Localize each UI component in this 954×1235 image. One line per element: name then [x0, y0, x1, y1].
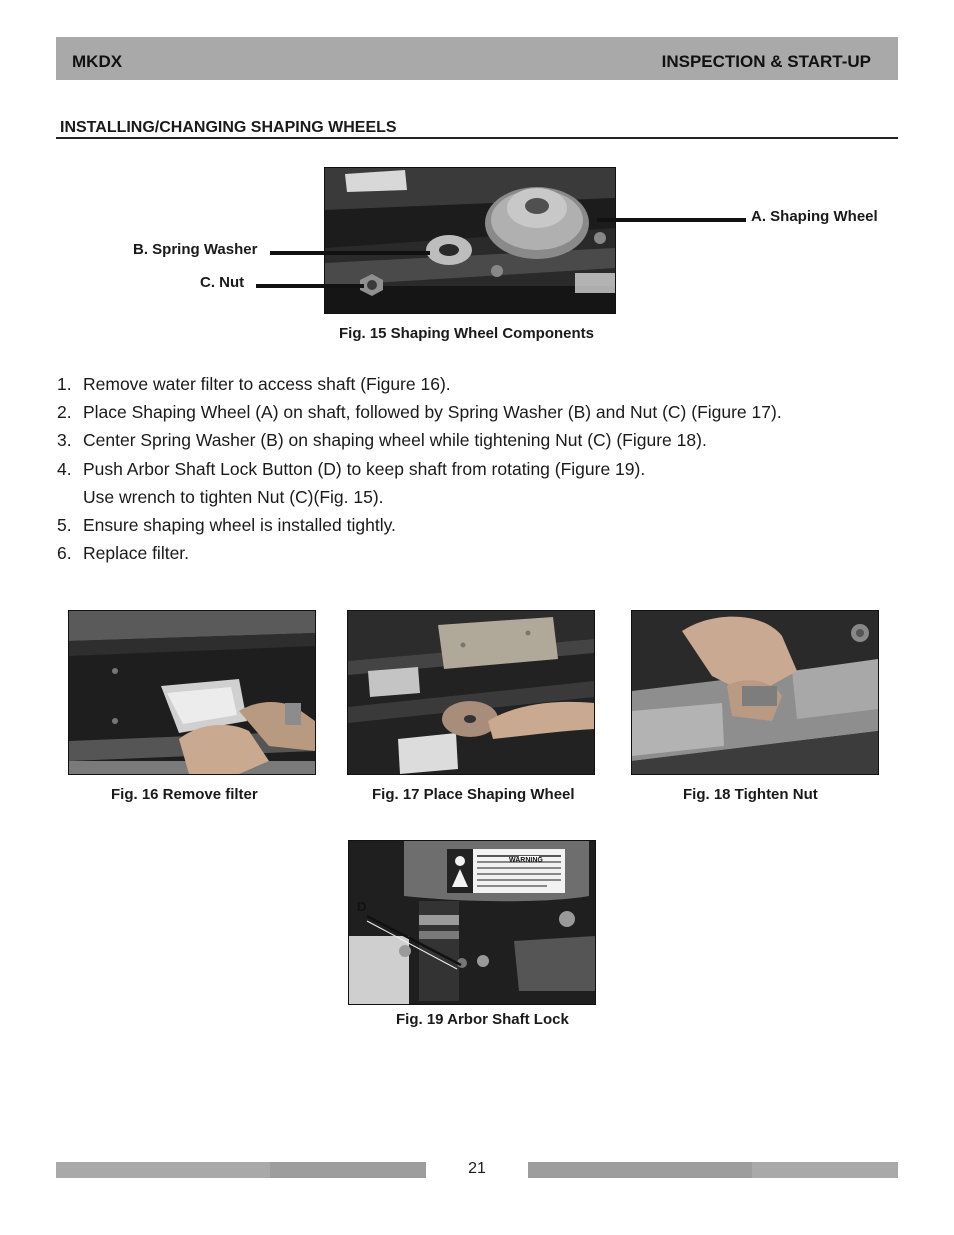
step-text: Center Spring Washer (B) on shaping wheel while tightening Nut (C) (Figure 18). [83, 430, 707, 451]
callout-line-nut [256, 284, 364, 288]
label-shaping-wheel: A. Shaping Wheel [751, 208, 878, 225]
step-number: 6. [57, 543, 72, 564]
step-item [57, 426, 782, 454]
step-item [57, 539, 782, 567]
step-number: 4. [57, 458, 72, 479]
fig19-warning-text: WARNING [509, 857, 543, 864]
page-number: 21 [468, 1160, 486, 1177]
step-item [57, 511, 782, 539]
step-item [57, 398, 782, 426]
fig15-caption: Fig. 15 Shaping Wheel Components [339, 325, 595, 342]
fig19-caption: Fig. 19 Arbor Shaft Lock [396, 1011, 569, 1028]
step-item [57, 370, 782, 398]
footer-bar-right [528, 1162, 898, 1178]
page-header-bar [56, 37, 898, 80]
step-number: 1. [57, 374, 72, 394]
section-divider [56, 137, 898, 139]
section-title: INSTALLING/CHANGING SHAPING WHEELS [60, 119, 397, 136]
step-text: Replace filter. [83, 543, 190, 564]
step-text-continued: Use wrench to tighten Nut (C)(Fig. 15). [83, 486, 384, 507]
fig19-photo [348, 840, 596, 1005]
fig18-caption: Fig. 18 Tighten Nut [683, 786, 818, 803]
step-text: Push Arbor Shaft Lock Button (D) to keep shaft from rotating (Figure 19). [83, 458, 646, 479]
step-text: Ensure shaping wheel is installed tightly. [83, 515, 396, 536]
label-nut: C. Nut [200, 274, 245, 291]
step-text: Place Shaping Wheel (A) on shaft, followed by Spring Washer (B) and Nut (C) (Figure 17). [83, 402, 782, 423]
footer-bar-left [56, 1162, 426, 1178]
header-model-name: MKDX [72, 52, 123, 71]
step-item [57, 455, 782, 511]
fig15-photo [324, 167, 616, 314]
fig19-d-label: D [357, 899, 367, 914]
label-spring-washer: B. Spring Washer [133, 241, 258, 258]
fig16-photo [68, 610, 316, 775]
fig17-photo [347, 610, 595, 775]
fig17-caption: Fig. 17 Place Shaping Wheel [372, 786, 575, 803]
fig18-photo [631, 610, 879, 775]
step-number: 5. [57, 515, 72, 536]
callout-line-spring-washer [270, 251, 430, 255]
step-number: 2. [57, 402, 72, 423]
fig16-caption: Fig. 16 Remove filter [111, 786, 258, 803]
step-number: 3. [57, 430, 72, 451]
step-text: Remove water filter to access shaft (Figure 16). [83, 374, 451, 394]
header-section-name: INSPECTION & START-UP [661, 52, 871, 71]
callout-line-shaping-wheel [597, 218, 746, 222]
instruction-steps [57, 370, 782, 567]
